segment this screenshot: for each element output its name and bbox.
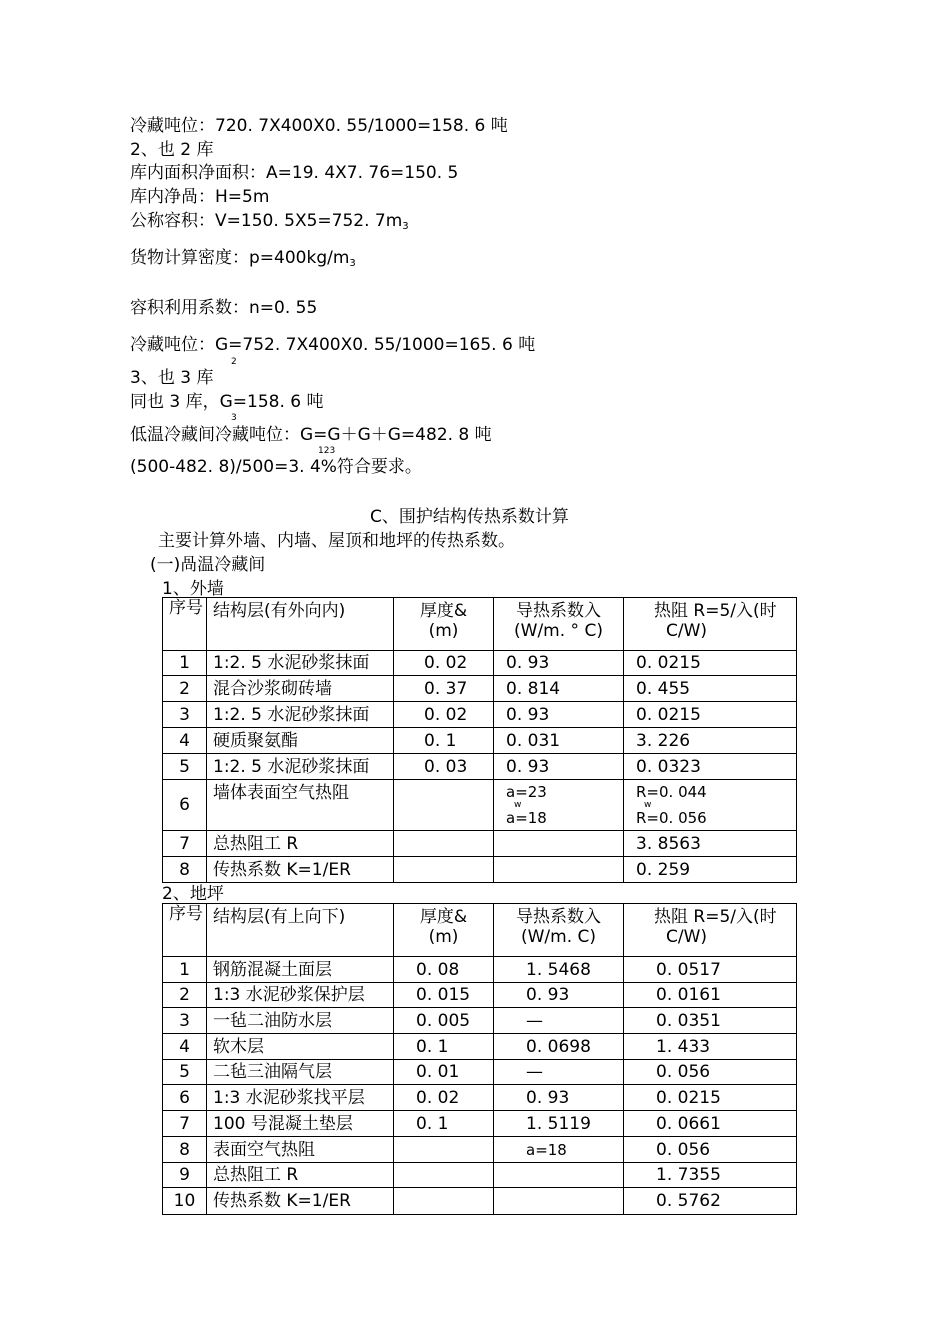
cell-layer: 1:3 水泥砂浆找平层 <box>207 1085 394 1111</box>
table-row <box>163 1188 797 1215</box>
cell-conductivity: 0. 93 <box>494 1085 624 1111</box>
cell-resistance: 0. 0215 <box>624 651 797 676</box>
cell-seq: 8 <box>163 857 207 883</box>
cell-thickness <box>394 831 494 857</box>
cell-resistance: 3. 8563 <box>624 831 797 857</box>
cell-layer: 传热系数 K=1/ER <box>207 1188 394 1215</box>
cell-layer: 墙体表面空气热阻 <box>207 780 394 831</box>
calc-line-9: 3、也 3 库 <box>130 368 214 388</box>
cell-resistance: 0. 056 <box>624 1137 797 1163</box>
cell-seq: 5 <box>163 754 207 780</box>
table-row <box>163 651 797 676</box>
cell-layer: 软木层 <box>207 1034 394 1060</box>
cell-thickness: 0. 37 <box>394 676 494 702</box>
cell-thickness: 0. 1 <box>394 1034 494 1060</box>
calc-line-2: 2、也 2 库 <box>130 140 214 160</box>
cell-conductivity <box>494 1163 624 1188</box>
air-resistance-sub: w <box>644 800 652 810</box>
cell-conductivity: 0. 031 <box>494 728 624 754</box>
air-resistance-outer: R=0. 044 <box>636 783 707 801</box>
cell-conductivity: 0. 93 <box>494 651 624 676</box>
cell-resistance: 0. 0351 <box>624 1008 797 1034</box>
calc-line-8: 冷藏吨位：G=752. 7X400X0. 55/1000=165. 6 吨 <box>130 335 536 355</box>
calc-line-1: 冷藏吨位：720. 7X400X0. 55/1000=158. 6 吨 <box>130 116 508 136</box>
calc-line-5 <box>130 211 409 237</box>
cell-layer: 硬质聚氨酯 <box>207 728 394 754</box>
cell-seq: 4 <box>163 1034 207 1060</box>
calc-line-10: 同也 3 库，G=158. 6 吨 <box>130 392 324 412</box>
cell-resistance <box>624 780 797 831</box>
cell-thickness <box>394 1163 494 1188</box>
header-thickness-line1: 厚度& <box>419 907 468 927</box>
cell-thickness <box>394 1188 494 1215</box>
cell-resistance: 3. 226 <box>624 728 797 754</box>
cell-seq: 7 <box>163 831 207 857</box>
header-thickness <box>394 598 494 651</box>
cell-resistance: 0. 0215 <box>624 1085 797 1111</box>
header-conductivity <box>494 598 624 651</box>
table-row <box>163 754 797 780</box>
calc-line-10-sub: 3 <box>231 413 237 423</box>
air-coefficient-outer: a=23 <box>506 783 547 801</box>
air-resistance-stack <box>636 781 790 829</box>
cell-resistance: 0. 0517 <box>624 957 797 983</box>
cell-seq: 5 <box>163 1060 207 1085</box>
cell-conductivity: 0. 93 <box>494 983 624 1008</box>
table-row <box>163 1085 797 1111</box>
cell-conductivity: — <box>494 1008 624 1034</box>
floor-table <box>162 903 797 1215</box>
header-conductivity-line2: (W/m. C) <box>520 927 597 947</box>
cell-resistance: 0. 056 <box>624 1060 797 1085</box>
cell-layer: 一毡二油防水层 <box>207 1008 394 1034</box>
cell-layer: 1:2. 5 水泥砂浆抹面 <box>207 651 394 676</box>
header-thickness-line1: 厚度& <box>419 601 468 621</box>
cell-thickness: 0. 015 <box>394 983 494 1008</box>
cell-seq: 6 <box>163 1085 207 1111</box>
section-intro: 主要计算外墙、内墙、屋顶和地坪的传热系数。 <box>158 531 515 551</box>
cell-conductivity: a=18 <box>494 1137 624 1163</box>
cell-layer: 1:2. 5 水泥砂浆抹面 <box>207 702 394 728</box>
table-row <box>163 1008 797 1034</box>
header-resistance <box>624 598 797 651</box>
cell-conductivity <box>494 857 624 883</box>
cell-layer: 二毡三油隔气层 <box>207 1060 394 1085</box>
cell-seq: 4 <box>163 728 207 754</box>
calc-line-7: 容积利用系数：n=0. 55 <box>130 298 318 318</box>
cell-conductivity: — <box>494 1060 624 1085</box>
cell-thickness: 0. 005 <box>394 1008 494 1034</box>
calc-line-3: 库内面积净面积：A=19. 4X7. 76=150. 5 <box>130 163 459 183</box>
table-row <box>163 676 797 702</box>
density-unit-sub: 3 <box>349 258 356 269</box>
cell-layer: 1:2. 5 水泥砂浆抹面 <box>207 754 394 780</box>
cell-layer: 总热阻工 R <box>207 831 394 857</box>
table-row <box>163 957 797 983</box>
header-layer: 结构层(有上向下) <box>207 904 394 957</box>
header-resistance-line1: 热阻 R=5/入(时 <box>654 601 777 621</box>
table-row <box>163 1060 797 1085</box>
header-resistance-line1: 热阻 R=5/入(时 <box>654 907 777 927</box>
cell-seq: 1 <box>163 957 207 983</box>
calc-line-8-sub: 2 <box>231 357 237 367</box>
wall-table <box>162 597 797 883</box>
cell-layer: 传热系数 K=1/ER <box>207 857 394 883</box>
cell-conductivity: 0. 814 <box>494 676 624 702</box>
cell-seq: 6 <box>163 780 207 831</box>
cell-conductivity: 0. 0698 <box>494 1034 624 1060</box>
cell-seq: 3 <box>163 1008 207 1034</box>
cell-seq: 3 <box>163 702 207 728</box>
section-title: C、围护结构传热系数计算 <box>370 507 569 527</box>
cell-seq: 7 <box>163 1111 207 1137</box>
header-resistance <box>624 904 797 957</box>
cell-conductivity <box>494 831 624 857</box>
air-resistance-inner: R=0. 056 <box>636 809 707 827</box>
volume-text: 公称容积：V=150. 5X5=752. 7m <box>130 211 403 231</box>
cell-conductivity: 1. 5468 <box>494 957 624 983</box>
cell-resistance: 0. 0323 <box>624 754 797 780</box>
header-conductivity-line1: 导热系数入 <box>516 601 601 621</box>
table-row <box>163 1034 797 1060</box>
table-row <box>163 1163 797 1188</box>
cell-conductivity: 0. 93 <box>494 754 624 780</box>
table-header-row <box>163 598 797 651</box>
cell-thickness: 0. 1 <box>394 1111 494 1137</box>
table-row <box>163 702 797 728</box>
cell-thickness: 0. 01 <box>394 1060 494 1085</box>
cell-seq: 10 <box>163 1188 207 1215</box>
table-row <box>163 831 797 857</box>
cell-layer: 钢筋混凝土面层 <box>207 957 394 983</box>
air-coefficient-stack <box>506 781 617 829</box>
cell-resistance: 0. 0215 <box>624 702 797 728</box>
cell-thickness: 0. 08 <box>394 957 494 983</box>
table-row <box>163 1111 797 1137</box>
calc-line-12: (500-482. 8)/500=3. 4%符合要求。 <box>130 457 422 477</box>
cell-resistance: 1. 433 <box>624 1034 797 1060</box>
air-coefficient-sub: w <box>514 800 522 810</box>
cell-layer: 混合沙浆砌砖墙 <box>207 676 394 702</box>
cell-thickness <box>394 780 494 831</box>
cell-seq: 9 <box>163 1163 207 1188</box>
air-coefficient-inner: a=18 <box>506 809 547 827</box>
calc-line-6 <box>130 248 356 274</box>
header-resistance-line2: C/W) <box>666 621 708 641</box>
cell-conductivity: 1. 5119 <box>494 1111 624 1137</box>
header-thickness-line2: (m) <box>428 621 459 641</box>
section-subtitle: (一)咼温冷藏间 <box>150 555 266 575</box>
cell-seq: 2 <box>163 676 207 702</box>
cell-resistance: 0. 5762 <box>624 1188 797 1215</box>
cell-thickness <box>394 1137 494 1163</box>
header-layer: 结构层(有外向内) <box>207 598 394 651</box>
header-seq: 序号 <box>163 904 207 957</box>
header-conductivity-line2: (W/m. ° C) <box>514 621 603 641</box>
cell-layer: 表面空气热阻 <box>207 1137 394 1163</box>
calc-line-4: 库内净咼：H=5m <box>130 187 270 207</box>
table-header-row <box>163 904 797 957</box>
header-conductivity <box>494 904 624 957</box>
header-conductivity-line1: 导热系数入 <box>516 907 601 927</box>
cell-seq: 1 <box>163 651 207 676</box>
cell-thickness <box>394 857 494 883</box>
table-row <box>163 857 797 883</box>
cell-resistance: 0. 259 <box>624 857 797 883</box>
calc-line-11: 低温冷藏间冷藏吨位：G=G＋G＋G=482. 8 吨 <box>130 425 492 445</box>
table-row <box>163 780 797 831</box>
cell-seq: 8 <box>163 1137 207 1163</box>
cell-resistance: 0. 0661 <box>624 1111 797 1137</box>
cell-seq: 2 <box>163 983 207 1008</box>
cell-resistance: 0. 455 <box>624 676 797 702</box>
cell-conductivity <box>494 780 624 831</box>
table-row <box>163 728 797 754</box>
cell-layer: 1:3 水泥砂浆保护层 <box>207 983 394 1008</box>
cell-layer: 100 号混凝土垫层 <box>207 1111 394 1137</box>
cell-thickness: 0. 02 <box>394 1085 494 1111</box>
header-resistance-line2: C/W) <box>666 927 708 947</box>
table-row <box>163 983 797 1008</box>
floor-table-title: 2、地坪 <box>162 884 224 904</box>
cell-resistance: 1. 7355 <box>624 1163 797 1188</box>
cell-thickness: 0. 1 <box>394 728 494 754</box>
volume-unit-sub: 3 <box>402 221 409 232</box>
cell-resistance: 0. 0161 <box>624 983 797 1008</box>
cell-thickness: 0. 03 <box>394 754 494 780</box>
header-seq: 序号 <box>163 598 207 651</box>
wall-table-title: 1、外墙 <box>162 579 224 599</box>
calc-line-11-sub: 123 <box>318 446 336 456</box>
cell-thickness: 0. 02 <box>394 702 494 728</box>
cell-layer: 总热阻工 R <box>207 1163 394 1188</box>
cell-conductivity <box>494 1188 624 1215</box>
table-row <box>163 1137 797 1163</box>
header-thickness <box>394 904 494 957</box>
density-text: 货物计算密度：p=400kg/m <box>130 248 350 268</box>
cell-thickness: 0. 02 <box>394 651 494 676</box>
header-thickness-line2: (m) <box>428 927 459 947</box>
cell-conductivity: 0. 93 <box>494 702 624 728</box>
